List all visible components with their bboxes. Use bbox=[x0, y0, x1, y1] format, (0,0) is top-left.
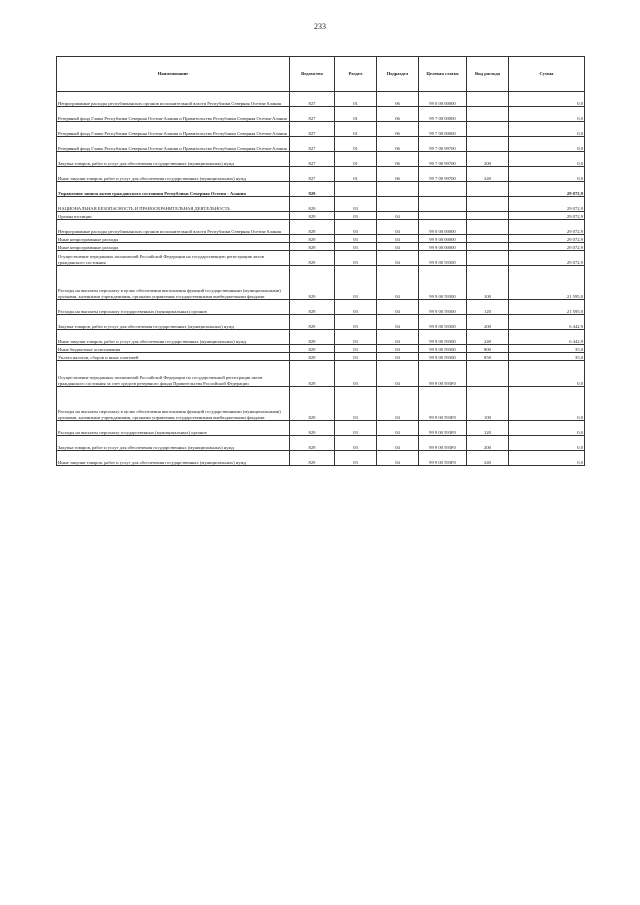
cell-podrazdel: 04 bbox=[377, 353, 419, 361]
table-row bbox=[57, 345, 585, 353]
cell-razdel bbox=[335, 182, 377, 197]
cell-razdel: 01 bbox=[335, 107, 377, 122]
cell-vedomstvo: 829 bbox=[290, 197, 335, 212]
table-row bbox=[57, 300, 585, 315]
cell-podrazdel: 06 bbox=[377, 92, 419, 107]
cell-vid-raskhoda bbox=[467, 251, 509, 266]
cell-statya: 99 9 00 593F0 bbox=[419, 361, 467, 387]
header-name: Наименование bbox=[57, 57, 290, 92]
cell-vid-raskhoda bbox=[467, 137, 509, 152]
cell-summa: 0,0 bbox=[509, 436, 585, 451]
cell-vid-raskhoda: 240 bbox=[467, 167, 509, 182]
cell-statya: 99 9 00 593F0 bbox=[419, 387, 467, 421]
cell-statya: 99 9 00 593F0 bbox=[419, 451, 467, 466]
table-row bbox=[57, 266, 585, 300]
cell-name: Непрограммные расходы республиканских органов исполнительной власти Республики Северная Осетия-Алания bbox=[57, 92, 290, 107]
cell-name: Расходы на выплаты персоналу в целях обеспечения выполнения функций государственными (муниципальными) органами, казенными учреждениями, органами управления государственными внебюджетными фондами bbox=[57, 266, 290, 300]
cell-summa: 0,0 bbox=[509, 421, 585, 436]
cell-vid-raskhoda: 100 bbox=[467, 387, 509, 421]
cell-razdel: 03 bbox=[335, 197, 377, 212]
cell-razdel: 03 bbox=[335, 421, 377, 436]
cell-razdel: 03 bbox=[335, 345, 377, 353]
cell-name: Резервный фонд Главы Республики Северная Осетия-Алания и Правительства Республики Северная Осетия-Алания bbox=[57, 122, 290, 137]
cell-summa: 21 595,0 bbox=[509, 300, 585, 315]
cell-vedomstvo: 829 bbox=[290, 220, 335, 235]
cell-podrazdel: 06 bbox=[377, 107, 419, 122]
cell-vid-raskhoda: 200 bbox=[467, 152, 509, 167]
cell-podrazdel: 04 bbox=[377, 421, 419, 436]
table-row bbox=[57, 421, 585, 436]
cell-podrazdel: 06 bbox=[377, 137, 419, 152]
cell-summa: 29 072,9 bbox=[509, 182, 585, 197]
cell-vid-raskhoda bbox=[467, 220, 509, 235]
table-row bbox=[57, 353, 585, 361]
cell-vedomstvo: 827 bbox=[290, 167, 335, 182]
cell-podrazdel: 04 bbox=[377, 451, 419, 466]
cell-name: Уплата налогов, сборов и иных платежей bbox=[57, 353, 290, 361]
budget-table bbox=[56, 56, 585, 466]
cell-statya: 99 9 00 59300 bbox=[419, 315, 467, 330]
cell-razdel: 03 bbox=[335, 361, 377, 387]
table-row bbox=[57, 107, 585, 122]
cell-podrazdel: 06 bbox=[377, 122, 419, 137]
cell-name: Иные бюджетные ассигнования bbox=[57, 345, 290, 353]
cell-summa: 29 072,9 bbox=[509, 235, 585, 243]
cell-vid-raskhoda: 120 bbox=[467, 421, 509, 436]
cell-summa: 0,0 bbox=[509, 92, 585, 107]
cell-statya: 99 7 00 00000 bbox=[419, 122, 467, 137]
cell-vedomstvo: 829 bbox=[290, 421, 335, 436]
cell-name: Резервный фонд Главы Республики Северная Осетия-Алания и Правительства Республики Северная Осетия-Алания bbox=[57, 107, 290, 122]
table-row bbox=[57, 436, 585, 451]
page-number: 233 bbox=[314, 22, 326, 31]
cell-vid-raskhoda bbox=[467, 107, 509, 122]
table-row bbox=[57, 251, 585, 266]
cell-summa: 6 442,9 bbox=[509, 315, 585, 330]
cell-summa: 6 442,9 bbox=[509, 330, 585, 345]
cell-razdel: 03 bbox=[335, 387, 377, 421]
cell-summa: 35,0 bbox=[509, 353, 585, 361]
cell-vid-raskhoda: 120 bbox=[467, 300, 509, 315]
cell-summa: 0,0 bbox=[509, 122, 585, 137]
table-row bbox=[57, 451, 585, 466]
cell-statya: 99 9 00 593F0 bbox=[419, 436, 467, 451]
cell-name: Закупка товаров, работ и услуг для обеспечения государственных (муниципальных) нужд bbox=[57, 436, 290, 451]
cell-summa: 29 072,9 bbox=[509, 212, 585, 220]
table-row bbox=[57, 182, 585, 197]
cell-name: Иные непрограммные расходы bbox=[57, 243, 290, 251]
cell-razdel: 01 bbox=[335, 152, 377, 167]
cell-vedomstvo: 829 bbox=[290, 266, 335, 300]
cell-statya: 99 9 00 00000 bbox=[419, 243, 467, 251]
cell-name: Расходы на выплаты персоналу государственных (муниципальных) органов bbox=[57, 421, 290, 436]
cell-vedomstvo: 829 bbox=[290, 212, 335, 220]
cell-vedomstvo: 827 bbox=[290, 107, 335, 122]
cell-vedomstvo: 829 bbox=[290, 243, 335, 251]
cell-name: Иные закупки товаров, работ и услуг для обеспечения государственных (муниципальных) нужд bbox=[57, 167, 290, 182]
cell-statya: 99 7 00 99700 bbox=[419, 137, 467, 152]
cell-podrazdel: 04 bbox=[377, 212, 419, 220]
cell-name: Иные закупки товаров, работ и услуг для обеспечения государственных (муниципальных) нужд bbox=[57, 330, 290, 345]
cell-podrazdel: 04 bbox=[377, 251, 419, 266]
cell-summa: 0,0 bbox=[509, 451, 585, 466]
cell-statya: 99 9 00 59300 bbox=[419, 266, 467, 300]
cell-name: Закупка товаров, работ и услуг для обеспечения государственных (муниципальных) нужд bbox=[57, 152, 290, 167]
header-summa: Сумма bbox=[509, 57, 585, 92]
cell-summa: 0,0 bbox=[509, 387, 585, 421]
cell-name: Непрограммные расходы республиканских органов исполнительной власти Республики Северная Осетия-Алания bbox=[57, 220, 290, 235]
cell-vedomstvo: 827 bbox=[290, 152, 335, 167]
cell-razdel: 01 bbox=[335, 122, 377, 137]
cell-razdel: 03 bbox=[335, 212, 377, 220]
cell-vid-raskhoda bbox=[467, 92, 509, 107]
cell-razdel: 03 bbox=[335, 353, 377, 361]
cell-podrazdel: 04 bbox=[377, 243, 419, 251]
cell-vedomstvo: 829 bbox=[290, 182, 335, 197]
cell-vid-raskhoda bbox=[467, 361, 509, 387]
cell-vedomstvo: 829 bbox=[290, 387, 335, 421]
table-row bbox=[57, 92, 585, 107]
cell-razdel: 03 bbox=[335, 220, 377, 235]
cell-podrazdel: 04 bbox=[377, 330, 419, 345]
cell-summa: 0,0 bbox=[509, 107, 585, 122]
cell-name: Резервный фонд Главы Республики Северная Осетия-Алания и Правительства Республики Северная Осетия-Алания bbox=[57, 137, 290, 152]
cell-statya: 99 9 00 59300 bbox=[419, 251, 467, 266]
table-row bbox=[57, 361, 585, 387]
header-vedomstvo: Ведомство bbox=[290, 57, 335, 92]
cell-statya: 99 7 00 99700 bbox=[419, 152, 467, 167]
cell-name: Осуществление переданных полномочий Российской Федерации по государственной регистрации актов гражданского состояния за счет средств резервного фонда Правительства Российской Федерации bbox=[57, 361, 290, 387]
cell-statya: 99 7 00 00000 bbox=[419, 107, 467, 122]
cell-statya: 99 9 00 00000 bbox=[419, 235, 467, 243]
cell-podrazdel: 04 bbox=[377, 300, 419, 315]
cell-podrazdel: 04 bbox=[377, 387, 419, 421]
cell-podrazdel: 04 bbox=[377, 361, 419, 387]
cell-podrazdel bbox=[377, 182, 419, 197]
table-row bbox=[57, 152, 585, 167]
header-statya: Целевая статья bbox=[419, 57, 467, 92]
cell-vedomstvo: 829 bbox=[290, 251, 335, 266]
cell-vid-raskhoda: 200 bbox=[467, 436, 509, 451]
header-podrazdel: Подраздел bbox=[377, 57, 419, 92]
cell-statya: 99 9 00 59300 bbox=[419, 300, 467, 315]
table-row bbox=[57, 330, 585, 345]
table-row bbox=[57, 137, 585, 152]
cell-podrazdel: 04 bbox=[377, 220, 419, 235]
cell-name: НАЦИОНАЛЬНАЯ БЕЗОПАСНОСТЬ И ПРАВООХРАНИТЕЛЬНАЯ ДЕЯТЕЛЬНОСТЬ bbox=[57, 197, 290, 212]
cell-summa: 0,0 bbox=[509, 137, 585, 152]
cell-vedomstvo: 829 bbox=[290, 235, 335, 243]
cell-name: Органы юстиции bbox=[57, 212, 290, 220]
cell-vedomstvo: 829 bbox=[290, 315, 335, 330]
cell-vedomstvo: 829 bbox=[290, 345, 335, 353]
cell-statya: 99 9 00 59300 bbox=[419, 353, 467, 361]
table-row bbox=[57, 197, 585, 212]
cell-name: Осуществление переданных полномочий Российской Федерации на государственную регистрацию актов гражданского состояния bbox=[57, 251, 290, 266]
cell-name: Иные непрограммные расходы bbox=[57, 235, 290, 243]
cell-summa: 35,0 bbox=[509, 345, 585, 353]
cell-name: Расходы на выплаты персоналу в целях обеспечения выполнения функций государственными (муниципальными) органами, казенными учреждениями, органами управления государственными внебюджетными фондами bbox=[57, 387, 290, 421]
cell-name: Иные закупки товаров, работ и услуг для обеспечения государственных (муниципальных) нужд bbox=[57, 451, 290, 466]
cell-summa: 29 072,9 bbox=[509, 220, 585, 235]
cell-razdel: 03 bbox=[335, 243, 377, 251]
cell-vid-raskhoda bbox=[467, 243, 509, 251]
cell-vedomstvo: 829 bbox=[290, 330, 335, 345]
cell-razdel: 03 bbox=[335, 300, 377, 315]
cell-statya: 99 9 00 59300 bbox=[419, 345, 467, 353]
cell-razdel: 03 bbox=[335, 330, 377, 345]
cell-vid-raskhoda bbox=[467, 235, 509, 243]
cell-vid-raskhoda: 200 bbox=[467, 315, 509, 330]
cell-name: Расходы на выплаты персоналу государственных (муниципальных) органов bbox=[57, 300, 290, 315]
cell-vid-raskhoda: 850 bbox=[467, 353, 509, 361]
cell-razdel: 03 bbox=[335, 235, 377, 243]
cell-podrazdel: 04 bbox=[377, 436, 419, 451]
table-body bbox=[57, 92, 585, 466]
table-row bbox=[57, 315, 585, 330]
cell-razdel: 03 bbox=[335, 436, 377, 451]
cell-razdel: 01 bbox=[335, 137, 377, 152]
cell-razdel: 03 bbox=[335, 251, 377, 266]
table-row bbox=[57, 220, 585, 235]
cell-vid-raskhoda bbox=[467, 182, 509, 197]
cell-statya bbox=[419, 197, 467, 212]
cell-summa: 29 072,9 bbox=[509, 197, 585, 212]
cell-podrazdel: 04 bbox=[377, 235, 419, 243]
cell-summa: 29 072,9 bbox=[509, 243, 585, 251]
cell-statya bbox=[419, 212, 467, 220]
table-row bbox=[57, 387, 585, 421]
cell-summa: 29 072,9 bbox=[509, 251, 585, 266]
cell-vedomstvo: 827 bbox=[290, 122, 335, 137]
cell-statya: 99 9 00 59300 bbox=[419, 330, 467, 345]
table-row bbox=[57, 122, 585, 137]
cell-summa: 0,0 bbox=[509, 167, 585, 182]
cell-summa: 21 595,0 bbox=[509, 266, 585, 300]
header-razdel: Раздел bbox=[335, 57, 377, 92]
cell-vedomstvo: 829 bbox=[290, 451, 335, 466]
cell-statya: 99 0 00 00000 bbox=[419, 92, 467, 107]
cell-name: Управление записи актов гражданского состояния Республики Северная Осетия - Алания bbox=[57, 182, 290, 197]
cell-statya: 99 0 00 00000 bbox=[419, 220, 467, 235]
cell-podrazdel: 04 bbox=[377, 315, 419, 330]
cell-statya: 99 7 00 99700 bbox=[419, 167, 467, 182]
cell-vedomstvo: 829 bbox=[290, 353, 335, 361]
cell-vid-raskhoda: 240 bbox=[467, 451, 509, 466]
cell-vid-raskhoda: 100 bbox=[467, 266, 509, 300]
cell-summa: 0,0 bbox=[509, 152, 585, 167]
cell-statya: 99 9 00 593F0 bbox=[419, 421, 467, 436]
table-row bbox=[57, 212, 585, 220]
table-row bbox=[57, 235, 585, 243]
cell-podrazdel: 06 bbox=[377, 152, 419, 167]
cell-podrazdel: 06 bbox=[377, 167, 419, 182]
cell-vid-raskhoda: 800 bbox=[467, 345, 509, 353]
cell-vid-raskhoda bbox=[467, 197, 509, 212]
table-header-row bbox=[57, 57, 585, 92]
cell-summa: 0,0 bbox=[509, 361, 585, 387]
cell-vid-raskhoda bbox=[467, 122, 509, 137]
cell-podrazdel: 04 bbox=[377, 266, 419, 300]
cell-name: Закупка товаров, работ и услуг для обеспечения государственных (муниципальных) нужд bbox=[57, 315, 290, 330]
cell-vedomstvo: 829 bbox=[290, 300, 335, 315]
cell-podrazdel: 04 bbox=[377, 345, 419, 353]
cell-razdel: 01 bbox=[335, 92, 377, 107]
cell-razdel: 01 bbox=[335, 167, 377, 182]
cell-vedomstvo: 827 bbox=[290, 137, 335, 152]
table-row bbox=[57, 167, 585, 182]
cell-statya bbox=[419, 182, 467, 197]
cell-vid-raskhoda: 240 bbox=[467, 330, 509, 345]
cell-vedomstvo: 827 bbox=[290, 92, 335, 107]
header-vid-raskhoda: Вид расхода bbox=[467, 57, 509, 92]
cell-vedomstvo: 829 bbox=[290, 436, 335, 451]
cell-razdel: 03 bbox=[335, 266, 377, 300]
cell-vedomstvo: 829 bbox=[290, 361, 335, 387]
cell-razdel: 03 bbox=[335, 451, 377, 466]
table-row bbox=[57, 243, 585, 251]
cell-podrazdel bbox=[377, 197, 419, 212]
cell-vid-raskhoda bbox=[467, 212, 509, 220]
cell-razdel: 03 bbox=[335, 315, 377, 330]
